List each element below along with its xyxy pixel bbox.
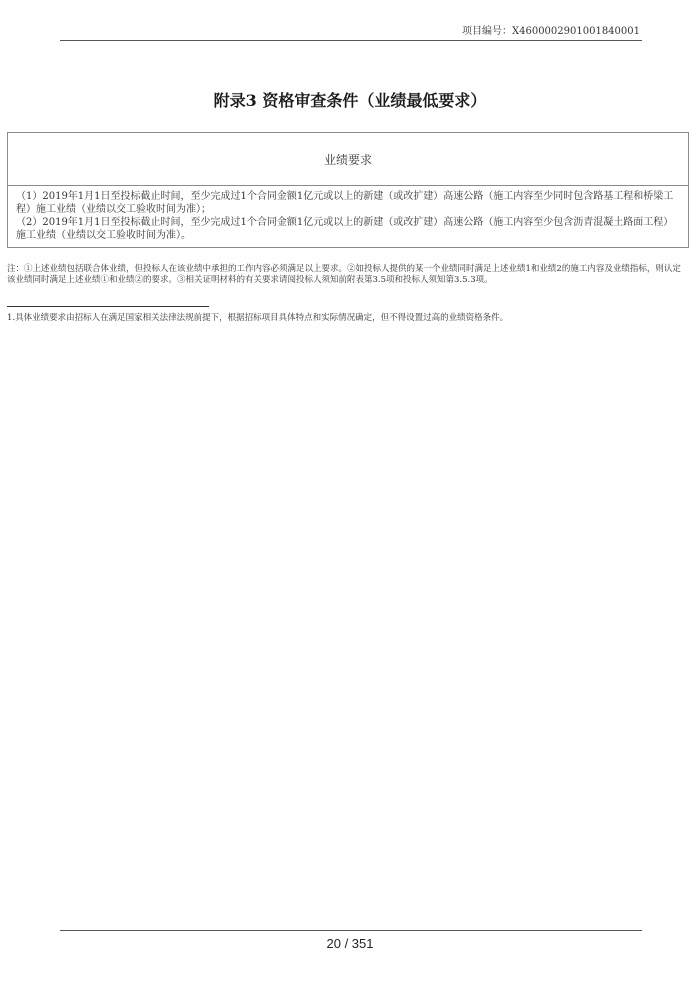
page-header [60, 22, 642, 41]
requirement-item-1: （1）2019年1月1日至投标截止时间，至少完成过1个合同金额1亿元或以上的新建（或改扩建）高速公路（施工内容至少同时包含路基工程和桥梁工程）施工业绩（业绩以交工验收时间为准）； [16, 191, 674, 215]
footnote-text: 1.具体业绩要求由招标人在满足国家相关法律法规前提下，根据招标项目具体特点和实际情况确定，但不得设置过高的业绩资格条件。 [7, 313, 509, 323]
table-row [8, 186, 689, 248]
page-number: 20 / 351 [326, 936, 374, 951]
requirements-table [7, 132, 689, 248]
footnote-divider [7, 306, 209, 307]
project-number: 项目编号：X4600002901001840001 [461, 26, 640, 37]
requirements-cell [8, 186, 689, 248]
notes-paragraph: 注：①上述业绩包括联合体业绩，但投标人在该业绩中承担的工作内容必须满足以上要求。②如投标人提供的某一个业绩同时满足上述业绩1和业绩2的施工内容及业绩指标，则认定该业绩同时满足上述业绩①和业绩②的要求。③相关证明材料的有关要求请阅投标人须知前附表第3.5项和投标人须知第3.5.3项。 [7, 264, 681, 285]
document-title: 附录3 资格审查条件（业绩最低要求） [213, 91, 487, 110]
requirement-item-2: （2）2019年1月1日至投标截止时间，至少完成过1个合同金额1亿元或以上的新建（或改扩建）高速公路（施工内容至少包含沥青混凝土路面工程）施工业绩（业绩以交工验收时间为准）。 [16, 217, 674, 241]
table-header-row [8, 133, 689, 186]
table-header-cell: 业绩要求 [8, 133, 689, 186]
page-footer-rule [60, 930, 642, 931]
